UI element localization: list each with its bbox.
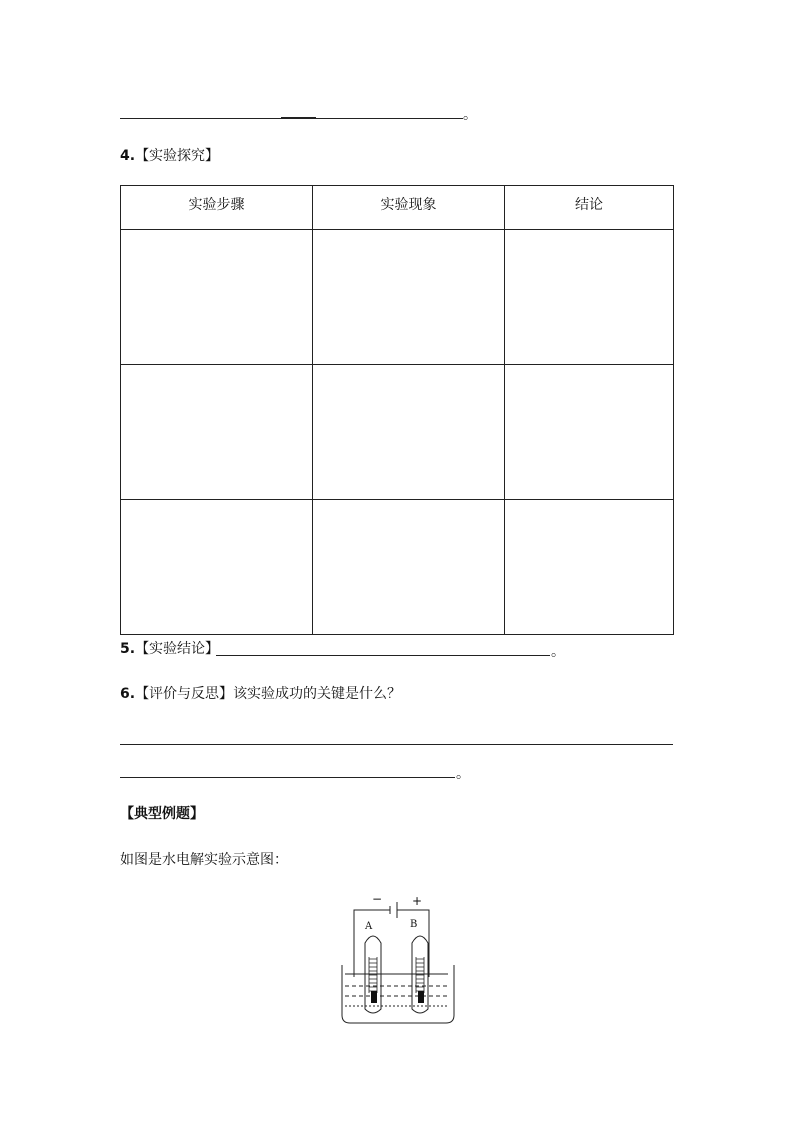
- section-6-number: 6.: [120, 686, 136, 702]
- section-6-question: 该实验成功的关键是什么？: [233, 686, 402, 702]
- table-row: [121, 365, 674, 500]
- electrode-b: [418, 991, 424, 1003]
- section-4-number: 4.: [120, 148, 136, 164]
- table-header-row: [121, 186, 674, 230]
- table-cell[interactable]: [121, 500, 313, 635]
- examples-intro: 如图是水电解实验示意图：: [120, 852, 288, 868]
- section-5-heading: [120, 641, 219, 657]
- section-4-heading: [120, 148, 219, 164]
- section-5-period: 。: [551, 644, 565, 660]
- table-cell[interactable]: [505, 500, 674, 635]
- section-6-answer-line-2[interactable]: [120, 777, 455, 778]
- table-cell[interactable]: [505, 230, 674, 365]
- table-cell[interactable]: [121, 230, 313, 365]
- table-row: [121, 500, 674, 635]
- answer-line-top-emphasis: [281, 117, 316, 119]
- table-cell[interactable]: [121, 365, 313, 500]
- examples-title: 【典型例题】: [120, 806, 204, 822]
- section-6-heading: [120, 686, 401, 702]
- section-6-title: 【评价与反思】: [135, 686, 234, 702]
- label-a: A: [365, 921, 373, 932]
- section-4-title: 【实验探究】: [135, 148, 220, 164]
- section-5-number: 5.: [120, 641, 136, 657]
- header-conclusion: 结论: [505, 186, 674, 230]
- section-5-title: 【实验结论】: [135, 641, 220, 657]
- experiment-table: [120, 185, 674, 635]
- table-cell[interactable]: [313, 365, 505, 500]
- table-cell[interactable]: [505, 365, 674, 500]
- header-experiment-phenomena: 实验现象: [313, 186, 505, 230]
- bubbles-b: [416, 957, 424, 993]
- table-cell[interactable]: [313, 230, 505, 365]
- electrode-a: [371, 991, 377, 1003]
- period-top: 。: [463, 107, 477, 123]
- label-b: B: [410, 919, 418, 930]
- section-6-period: 。: [456, 766, 470, 782]
- minus-sign: −: [372, 893, 383, 906]
- plus-sign: +: [412, 894, 423, 908]
- section-6-answer-line-1[interactable]: [120, 744, 673, 745]
- section-5-answer-line[interactable]: [216, 655, 550, 656]
- water-electrolysis-diagram: [336, 893, 460, 1025]
- bubbles-a: [369, 957, 377, 993]
- table-row: [121, 230, 674, 365]
- header-experiment-steps: 实验步骤: [121, 186, 313, 230]
- table-cell[interactable]: [313, 500, 505, 635]
